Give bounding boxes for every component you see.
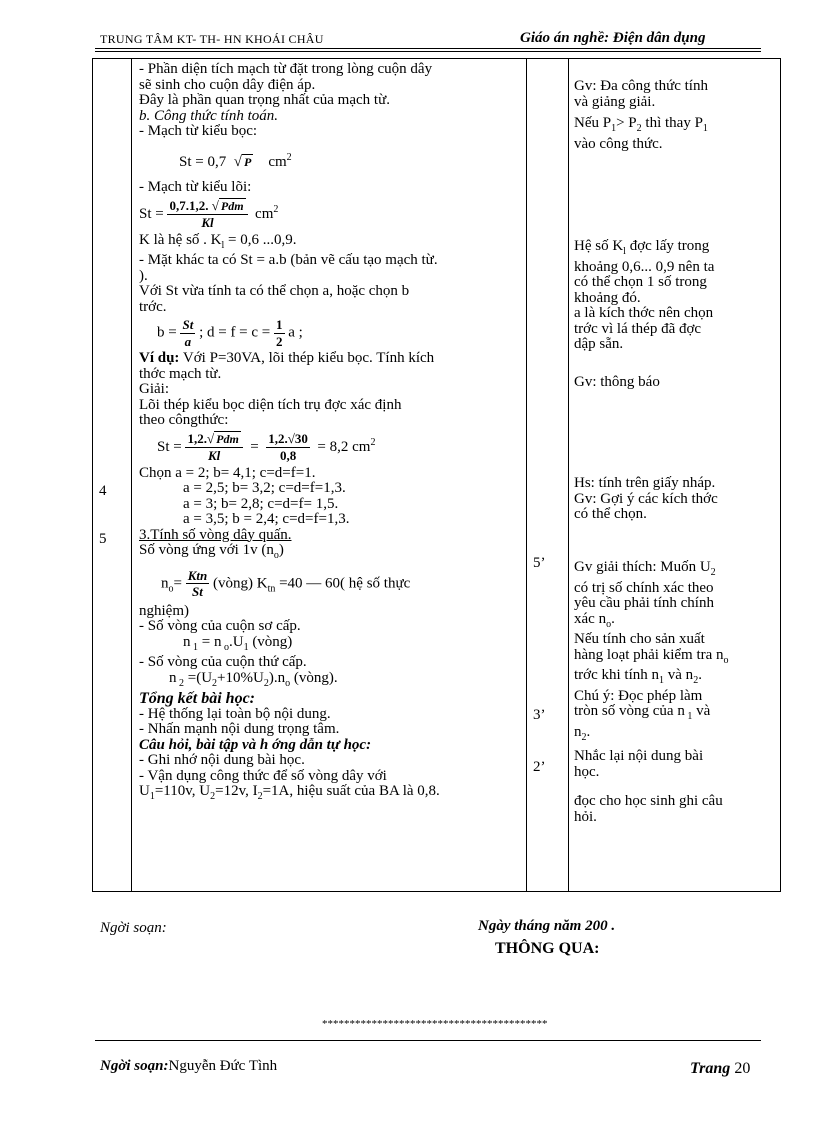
step-number: 4 xyxy=(99,483,107,499)
time-mark: 3’ xyxy=(533,707,546,723)
column-divider-1 xyxy=(131,59,132,891)
text-line: Với St vừa tính ta có thể chọn a, hoặc chọn b xyxy=(139,283,410,299)
sqrt-term: P xyxy=(243,154,252,169)
note-line: đọc cho học sinh ghi câu xyxy=(574,793,723,809)
text-line: K là hệ số . $K_l = 0,6$ ...0,9. xyxy=(139,231,297,251)
header-rule xyxy=(95,48,761,49)
text-line: Lõi thép kiểu bọc diện tích trụ đợc xác định xyxy=(139,396,402,413)
text-line: - Số vòng của cuộn thứ cấp. xyxy=(139,654,307,670)
text-line: ). xyxy=(139,267,148,284)
text-line: Đây là phần quan trọng nhất của mạch từ. xyxy=(139,92,390,108)
summary-title: Tổng kết bài học: xyxy=(139,690,255,707)
writer-label: Ngời soạn: xyxy=(100,920,167,936)
star-divider: ***************************************** xyxy=(322,1018,548,1030)
note-line: tròn số vòng của n $_1$ và xyxy=(574,703,711,722)
note-line: có thể chọn. xyxy=(574,506,647,522)
formula-core-type: St = $\frac{\text{0,7.1,2. √ Pdm}}{Kl}$ $cm^2$ xyxy=(139,197,279,230)
note-line: Gv: Gợi ý các kích thớc xyxy=(574,490,718,507)
teacher-notes xyxy=(574,476,774,523)
note-line: hàng loạt phải kiểm tra $n_o$ xyxy=(574,646,729,666)
content-column xyxy=(139,62,524,805)
column-divider-3 xyxy=(568,59,569,891)
text-line: theo côngthức: xyxy=(139,412,229,428)
text-line: - Mạch từ kiểu bọc: xyxy=(139,123,258,139)
text-line: n $_1$ = n $_o.U_1$ (vòng) xyxy=(183,633,293,653)
note-line: Chú ý: Đọc phép làm xyxy=(574,687,703,704)
fraction: $\frac{\text{1,2.√ Pdm}}{Kl}$ xyxy=(185,431,242,464)
text-line: - Ghi nhớ nội dung bài học. xyxy=(139,752,305,768)
column-divider-2 xyxy=(526,59,527,891)
note-line: và giảng giải. xyxy=(574,93,656,110)
note-line: Gv giải thích: Muốn $U_2$ xyxy=(574,559,716,578)
teacher-notes xyxy=(574,560,774,780)
text-line: - Nhấn mạnh nội dung trọng tâm. xyxy=(139,721,340,737)
note-line: $n_2$. xyxy=(574,723,591,743)
note-line: trớc vì lá thép đã đợc xyxy=(574,320,702,337)
text-line: Số vòng ứng với 1v $(n_o)$ xyxy=(139,542,284,561)
fraction: $\frac{\text{0,7.1,2. √ Pdm}}{Kl}$ xyxy=(167,198,247,231)
teacher-notes xyxy=(574,794,774,825)
note-line: Nhắc lại nội dung bài xyxy=(574,748,704,764)
teacher-notes xyxy=(574,375,774,391)
formula-turns: $n_o=$ $\frac{\text{Ktn}}{St}$ (vòng) $K_{tn} =40$ — 60( hệ số thực xyxy=(161,567,411,599)
note-line: trớc khi tính $n_1$ và $n_2$. xyxy=(574,667,702,686)
subsection-title: b. Công thức tính toán. xyxy=(139,107,279,124)
note-line: khoảng 0,6... 0,9 nên ta xyxy=(574,258,715,275)
step-number: 5 xyxy=(99,531,107,547)
date-line: Ngày tháng năm 200 . xyxy=(478,918,616,934)
text-line: sẽ sinh cho cuộn dây điện áp. xyxy=(139,76,316,93)
text-line: thớc mạch từ. xyxy=(139,365,222,382)
page-header-right: Giáo án nghề: Điện dân dụng xyxy=(520,30,706,46)
header-rule-2 xyxy=(95,51,761,52)
note-line: có trị số chính xác theo xyxy=(574,579,714,596)
note-line: yêu cầu phải tính chính xyxy=(574,595,714,611)
text-line: - Mạch từ kiểu lõi: xyxy=(139,179,252,195)
note-line: a là kích thớc nên chọn xyxy=(574,305,714,321)
approval-label: THÔNG QUA: xyxy=(495,940,600,957)
fraction: $\frac{1,2.√30}{0,8}$ xyxy=(268,431,308,463)
text-line: a = 3; b= 2,8; c=d=f= 1,5. xyxy=(183,495,339,512)
time-mark: 2’ xyxy=(533,759,546,775)
teacher-notes xyxy=(574,239,774,353)
teacher-notes xyxy=(574,79,774,152)
text-line: $U_1=110v$, $U_2=12v$, $I_2=1A$, hiệu suất của BA là 0,8. xyxy=(139,783,440,802)
note-line: vào công thức. xyxy=(574,135,663,152)
text-line: - Vận dụng công thức để số vòng dây với xyxy=(139,767,387,784)
time-mark: 5’ xyxy=(533,555,546,571)
note-line: dập sẵn. xyxy=(574,336,624,352)
text-line: - Mặt khác ta có St = a.b (bản vẽ cấu tạo mạch từ. xyxy=(139,252,438,268)
text-line: n $_2 =(U_2+10\%U_2).n_o$ (vòng). xyxy=(169,669,338,689)
section-title: 3.Tính số vòng dây quấn. xyxy=(139,526,292,543)
text-line: Chọn a = 2; b= 4,1; c=d=f=1. xyxy=(139,464,316,481)
note-line: có thể chọn 1 số trong xyxy=(574,274,707,290)
note-line: Hs: tính trên giấy nháp. xyxy=(574,475,716,491)
example-line: Ví dụ: Với P=30VA, lõi thép kiểu bọc. Tính kích xyxy=(139,350,435,366)
note-line: khoảng đó. xyxy=(574,289,641,306)
text-line: Giải: xyxy=(139,381,169,397)
text-line: - Hệ thống lại toàn bộ nội dung. xyxy=(139,705,331,722)
formula-shell-type: St = 0,7 √ P $cm^2$ xyxy=(179,151,292,170)
fraction: $\frac{\text{Ktn}}{St}$ xyxy=(187,567,208,599)
text-line: nghiệm) xyxy=(139,602,189,619)
note-line: học. xyxy=(574,763,600,780)
note-line: Gv: Đa công thức tính xyxy=(574,78,708,94)
note-line: xác $n_o$. xyxy=(574,610,615,630)
homework-title: Câu hỏi, bài tập và h ớng dẫn tự học: xyxy=(139,736,372,753)
footer-rule xyxy=(95,1040,761,1041)
fraction: $\frac{1}{2}$ xyxy=(276,317,283,349)
text-line: a = 3,5; b = 2,4; c=d=f=1,3. xyxy=(183,511,350,527)
note-line: Nếu $P_1> P_2$ thì thay $P_1$ xyxy=(574,115,708,134)
page-header-left: TRUNG TÂM KT- TH- HN KHOÁI CHÂU xyxy=(100,32,324,46)
note-line: Hệ số $K_l$ đợc lấy trong xyxy=(574,238,710,257)
note-line: hỏi. xyxy=(574,808,597,825)
formula-example: St = $\frac{\text{1,2.√ Pdm}}{Kl}$ = $\frac{1,2.√30}{0,8}$ = 8,2 $cm^2$ xyxy=(157,430,376,463)
fraction: $\frac{St}{a}$ xyxy=(182,317,194,349)
lesson-table xyxy=(92,58,781,892)
note-line: Nếu tính cho sản xuất xyxy=(574,631,705,647)
text-line: - Số vòng của cuộn sơ cấp. xyxy=(139,618,301,634)
footer-author: Ngời soạn:Nguyễn Đức Tình xyxy=(100,1058,278,1074)
text-line: - Phần diện tích mạch từ đặt trong lòng cuộn dây xyxy=(139,61,433,77)
page-number: Trang 20 xyxy=(690,1060,751,1077)
text-line: trớc. xyxy=(139,298,167,315)
formula-dimensions: b = $\frac{St}{a}$ ; d = f = c = $\frac{1}{2}$ a ; xyxy=(157,317,303,349)
note-line: Gv: thông báo xyxy=(574,374,660,390)
text-line: a = 2,5; b= 3,2; c=d=f=1,3. xyxy=(183,480,346,496)
